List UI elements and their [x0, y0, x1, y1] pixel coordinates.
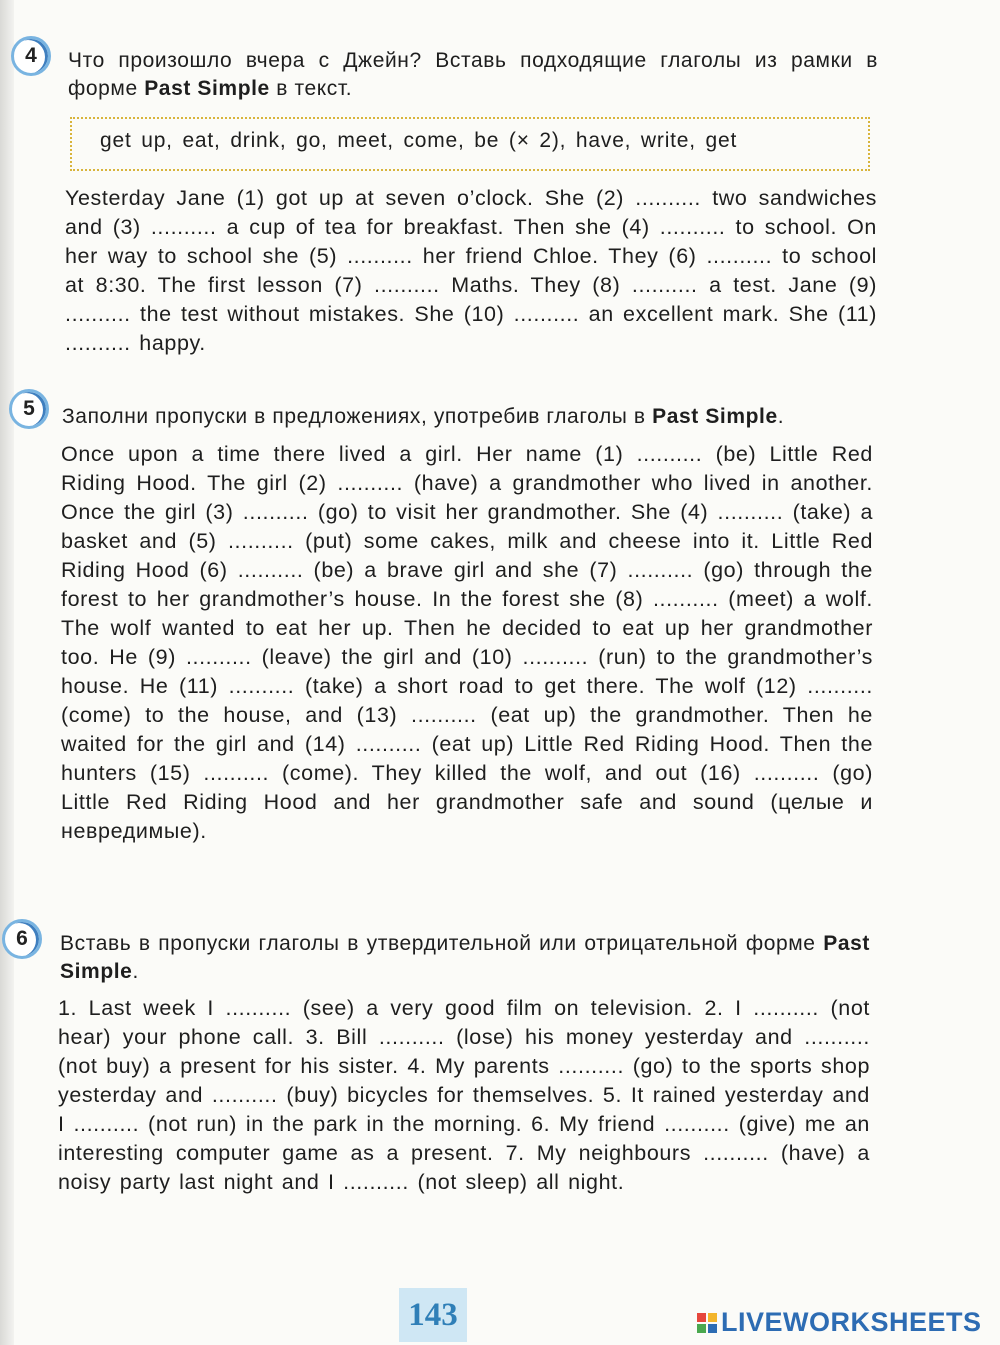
- exercise-5-instruction-text: Заполни пропуски в предложениях, употребив глаголы в: [62, 405, 653, 428]
- exercise-6-instruction-bold: Past Simple: [60, 932, 870, 983]
- exercise-6-number: 6: [16, 927, 28, 950]
- liveworksheets-logo: [697, 1307, 982, 1338]
- exercise-5-instruction-end: .: [777, 405, 785, 428]
- exercise-6-instruction-text: Вставь в пропуски глаголы в утвердительной или отрицательной форме: [60, 932, 824, 955]
- word-box: [70, 117, 870, 171]
- exercise-5-number-badge: [9, 389, 49, 429]
- exercise-6-text: 1. Last week I .......... (see) a very good film on television. 2. I .......... (not hear) your phone call. 3. Bill .......... (lose) his money yesterday and .......... (not buy) a present for his sister. 4. My parents .......... (go) to the sports shop yesterday and .......... (buy) bicycles for themselves. 5. It rained yesterday and I .......... (not run) in the park in the morning. 6. My friend .......... (give) me an interesting computer game as a present. 7. My neighbours .......... (have) a noisy party last night and I .......... (not sleep) all night.: [58, 996, 870, 1194]
- exercise-4-instruction-bold: Past Simple: [144, 77, 270, 100]
- page-number-tab: [399, 1288, 467, 1342]
- exercise-4-instruction-text: Что произошло вчера с Джейн? Вставь подходящие глаголы из рамки в форме: [68, 49, 878, 100]
- exercise-4-number: 4: [25, 44, 37, 67]
- exercise-5-number: 5: [23, 397, 35, 420]
- page-binding-shadow: [0, 0, 14, 1345]
- exercise-6-number-badge: [2, 919, 42, 959]
- exercise-4-text: Yesterday Jane (1) got up at seven o’clock. She (2) .......... two sandwiches and (3) .......... a cup of tea for breakfast. Then she (4) .......... to school. On her way to school she (5) .......... her friend Chloe. They (6) .......... to school at 8:30. The first lesson (7) .......... Maths. They (8) .......... a test. Jane (9) .......... the test without mistakes. She (10) .......... an excellent mark. She (11) .......... happy.: [65, 186, 877, 355]
- exercise-5-text: Once upon a time there lived a girl. Her name (1) .......... (be) Little Red Riding Hood. The girl (2) .......... (have) a grandmother who lived in another. Once the girl (3) .......... (go) to visit her grandmother. She (4) .......... (take) a basket and (5) .......... (put) some cakes, milk and cheese into it. Little Red Riding Hood (6) .......... (be) a brave girl and she (7) .......... (go) through the forest to her grandmother’s house. In the forest she (8) .......... (meet) a wolf. The wolf wanted to eat her up. Then he decided to eat up her grandmother too. He (9) .......... (leave) the girl and (10) .......... (run) to the grandmother’s house. He (11) .......... (take) a short road to get there. The wolf (12) .......... (come) to the house, and (13) .......... (eat up) the grandmother. Then he waited for the girl and (14) .......... (eat up) Little Red Riding Hood. Then the hunters (15) .......... (come). They killed the wolf, and out (16) .......... (go) Little Red Riding Hood and her grandmother safe and sound (целые и невредимые).: [61, 442, 873, 843]
- liveworksheets-logo-icon: [697, 1313, 717, 1333]
- exercise-4-instruction: [68, 47, 878, 103]
- exercise-6-instruction-end: .: [132, 960, 139, 983]
- liveworksheets-logo-text: LIVEWORKSHEETS: [721, 1307, 982, 1337]
- exercise-6-instruction: [60, 930, 870, 986]
- word-box-text: get up, eat, drink, go, meet, come, be (× 2), have, write, get: [100, 129, 738, 152]
- exercise-5-instruction-bold: Past Simple: [652, 405, 778, 428]
- exercise-5-instruction: [62, 403, 876, 431]
- page-number: 143: [408, 1296, 458, 1333]
- exercise-4-instruction-end: в текст.: [269, 77, 353, 100]
- exercise-4-number-badge: [11, 36, 51, 76]
